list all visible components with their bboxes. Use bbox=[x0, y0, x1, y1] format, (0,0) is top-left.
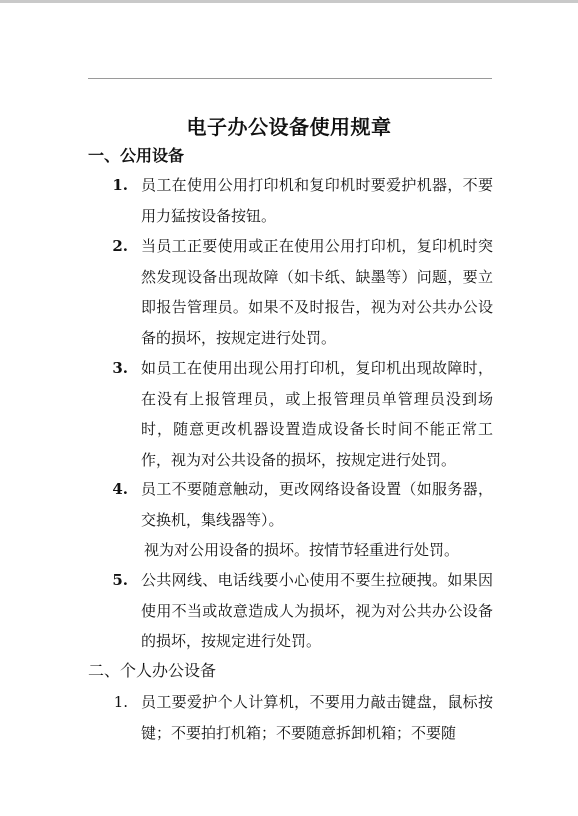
header-rule bbox=[88, 78, 492, 79]
list-item-text: 员工在使用公用打印机和复印机时要爱护机器，不要用力猛按设备按钮。 bbox=[141, 176, 493, 225]
list-item-note: 视为对公用设备的损坏。按情节轻重进行处罚。 bbox=[144, 541, 460, 559]
list-item-text: 如员工在使用出现公用打印机，复印机出现故障时，在没有上报管理员，或上报管理员单管理员没到场时，随意更改机器设置造成设备长时间不能正常工作，视为对公共设备的损坏，按规定进行处罚。 bbox=[141, 359, 493, 469]
list-item-text: 当员工正要使用或正在使用公用打印机，复印机时突然发现设备出现故障（如卡纸、缺墨等）问题，要立即报告管理员。如果不及时报告，视为对公共办公设备的损坏，按规定进行处罚。 bbox=[141, 237, 493, 347]
list-item-text: 员工要爱护个人计算机，不要用力敲击键盘，鼠标按键；不要拍打机箱；不要随意拆卸机箱；不要随 bbox=[141, 693, 493, 742]
list-item-number: 1. bbox=[112, 176, 128, 194]
list-item-number: 5. bbox=[112, 571, 128, 589]
list-item-number: 4. bbox=[112, 480, 128, 498]
list-item-number: 3. bbox=[112, 359, 128, 377]
list-item-text: 公共网线、电话线要小心使用不要生拉硬拽。如果因使用不当或故意造成人为损坏，视为对公共办公设备的损坏，按规定进行处罚。 bbox=[141, 571, 493, 650]
document-title: 电子办公设备使用规章 bbox=[186, 115, 392, 139]
list-item-number: 2. bbox=[112, 237, 128, 255]
list-item-text: 员工不要随意触动，更改网络设备设置（如服务器，交换机，集线器等）。 bbox=[141, 480, 493, 529]
top-edge-strip bbox=[0, 0, 578, 3]
list-item-number: 1. bbox=[113, 693, 128, 711]
section-heading-personal-equipment: 二、个人办公设备 bbox=[88, 661, 217, 680]
section-heading-public-equipment: 一、公用设备 bbox=[88, 146, 185, 165]
